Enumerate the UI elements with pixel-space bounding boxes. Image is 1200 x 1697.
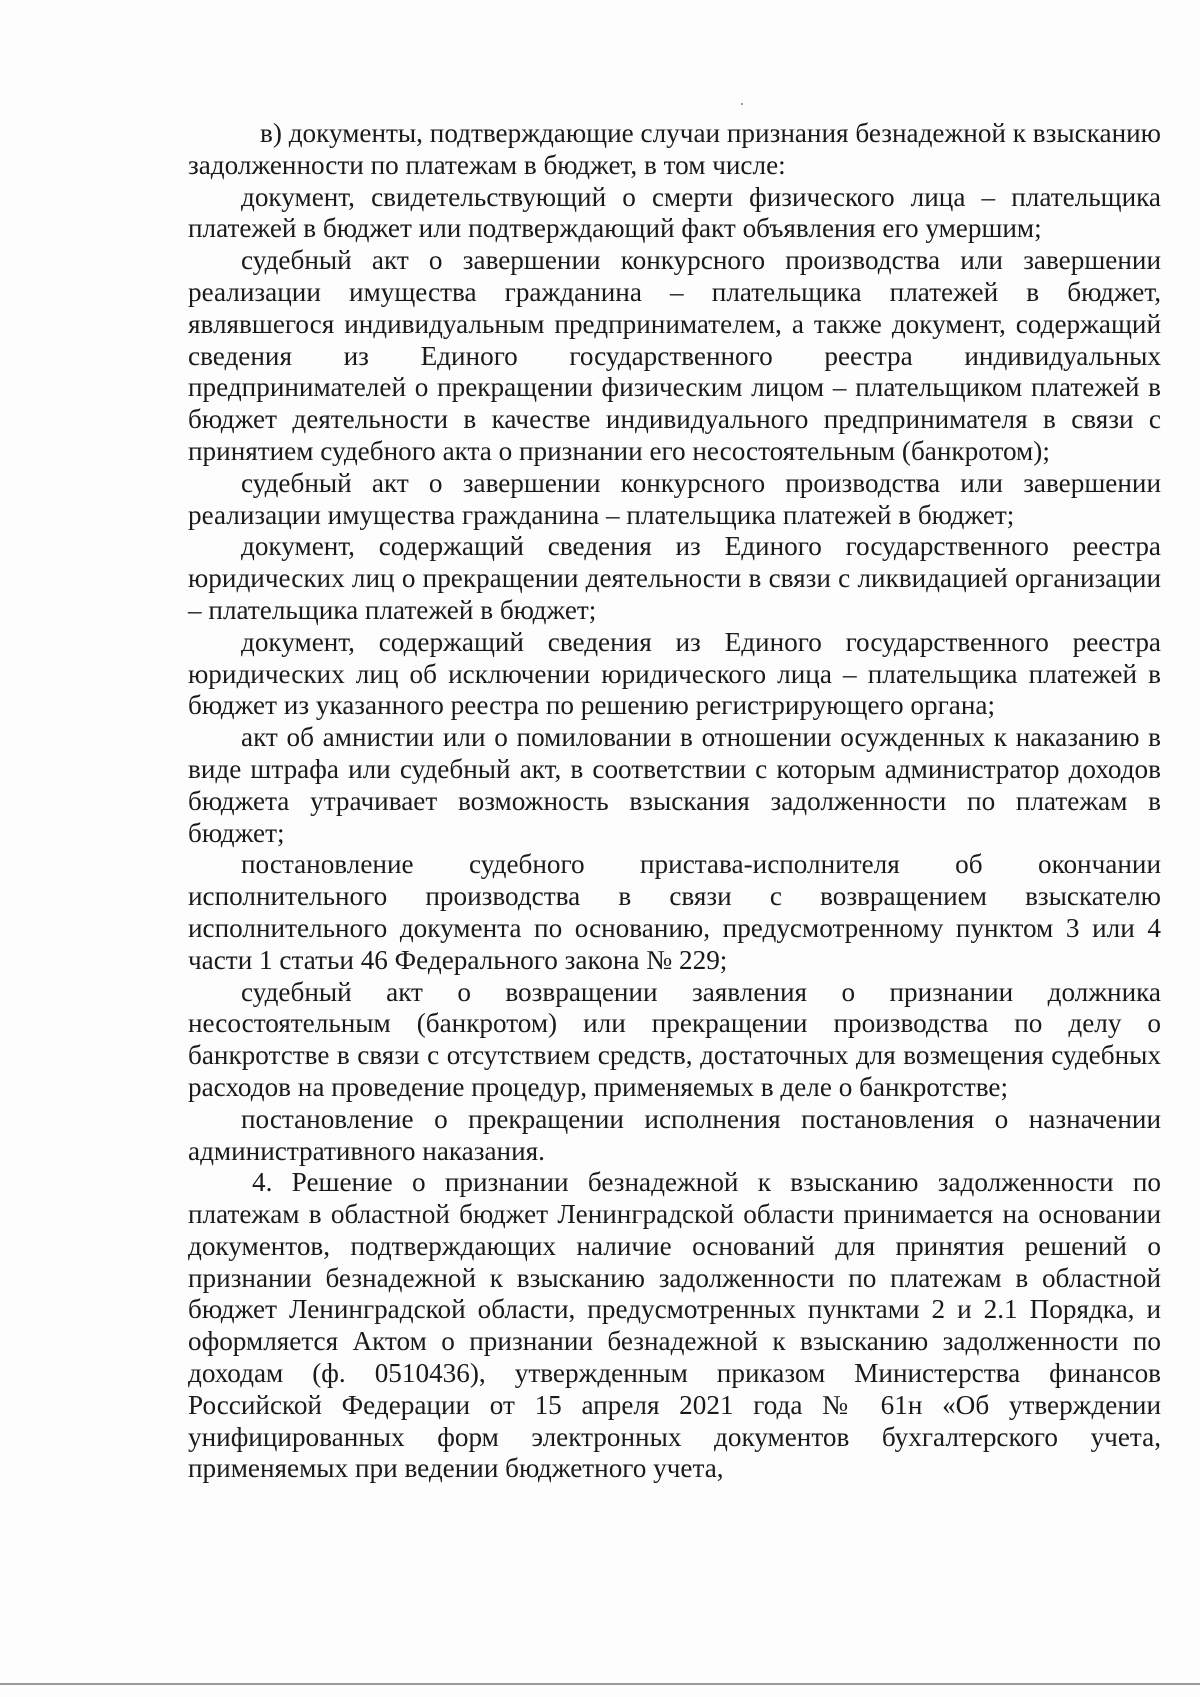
paragraph-court-return: судебный акт о возвращении заявления о признании должника несостоятельным (банкротом) или прекращении производства по делу о банкротстве в связи с отсутствием средств, достаточных для возмещения судебных расходов на проведение процедур, применяемых в деле о банкротстве;: [188, 976, 1161, 1102]
document-body: [188, 118, 1161, 1485]
paragraph-item-4: 4. Решение о признании безнадежной к взысканию задолженности по платежам в областной бюджет Ленинградской области принимается на основании документов, подтверждающих наличие оснований для принятия решений о признании безнадежной к взысканию задолженности по платежам в областной бюджет Ленинградской области, предусмотренных пунктами 2 и 2.1 Порядка, и оформляется Актом о признании безнадежной к взысканию задолженности по доходам (ф. 0510436), утвержденным приказом Министерства финансов Российской Федерации от 15 апреля 2021 года № 61н «Об утверждении унифицированных форм электронных документов бухгалтерского учета, применяемых при ведении бюджетного учета,: [188, 1167, 1161, 1484]
paragraph-bailiff-resolution: постановление судебного пристава-исполнителя об окончании исполнительного производства в связи с возвращением взыскателю исполнительного документа по основанию, предусмотренному пунктом 3 или 4 части 1 статьи 46 Федерального закона № 229;: [188, 849, 1161, 975]
scan-speck: [741, 103, 743, 105]
paragraph-item-v: в) документы, подтверждающие случаи признания безнадежной к взысканию задолженности по платежам в бюджет, в том числе:: [188, 118, 1161, 180]
paragraph-death-certificate: документ, свидетельствующий о смерти физического лица – плательщика платежей в бюджет или подтверждающий факт объявления его умершим;: [188, 181, 1161, 244]
paragraph-exclusion: документ, содержащий сведения из Единого государственного реестра юридических лиц об исключении юридического лица – плательщика платежей в бюджет из указанного реестра по решению регистрирующего органа;: [188, 626, 1161, 721]
paragraph-bankruptcy-entrepreneur: судебный акт о завершении конкурсного производства или завершении реализации имущества гражданина – плательщика платежей в бюджет, являвшегося индивидуальным предпринимателем, а также документ, содержащий сведения из Единого государственного реестра индивидуальных предпринимателей о прекращении физическим лицом – плательщиком платежей в бюджет деятельности в качестве индивидуального предпринимателя в связи с принятием судебного акта о признании его несостоятельным (банкротом);: [188, 245, 1161, 466]
paragraph-liquidation: документ, содержащий сведения из Единого государственного реестра юридических лиц о прекращении деятельности в связи с ликвидацией организации – плательщика платежей в бюджет;: [188, 531, 1161, 625]
scan-edge-line: [0, 1683, 1200, 1685]
paragraph-administrative-penalty: постановление о прекращении исполнения постановления о назначении административного наказания.: [188, 1103, 1161, 1166]
paragraph-bankruptcy-citizen: судебный акт о завершении конкурсного производства или завершении реализации имущества гражданина – плательщика платежей в бюджет;: [188, 467, 1161, 530]
paragraph-amnesty: акт об амнистии или о помиловании в отношении осужденных к наказанию в виде штрафа или судебный акт, в соответствии с которым администратор доходов бюджета утрачивает возможность взыскания задолженности по платежам в бюджет;: [188, 722, 1161, 848]
